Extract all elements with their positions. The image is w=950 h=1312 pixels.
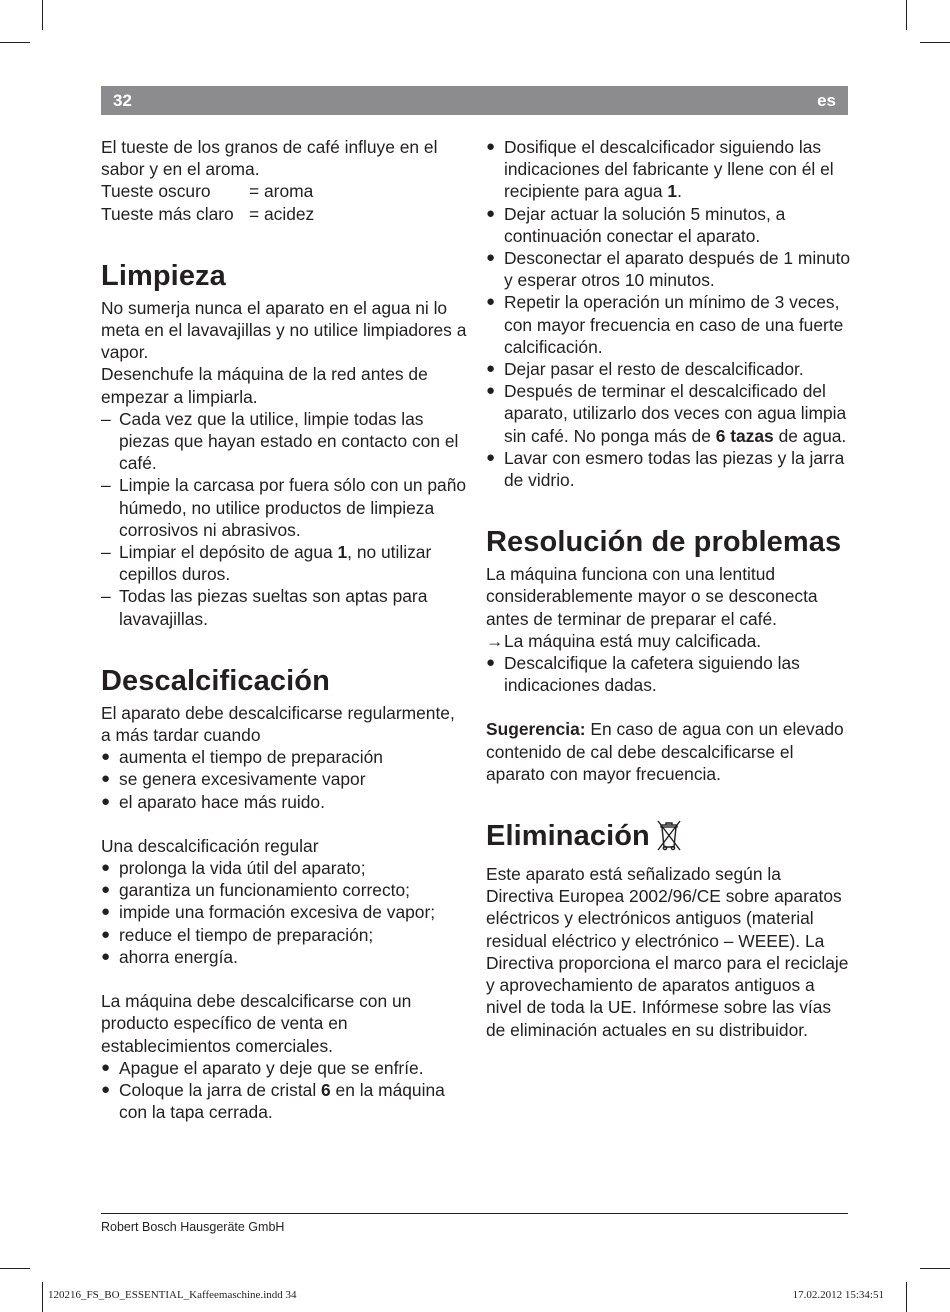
crop-mark bbox=[0, 42, 30, 43]
descaling-steps bbox=[101, 1057, 469, 1124]
list-item: ● Apague el aparato y deje que se enfríe. bbox=[101, 1057, 469, 1079]
crop-mark bbox=[920, 1268, 950, 1269]
text-run: , no utilizar cepillos duros. bbox=[119, 542, 432, 585]
cause-list bbox=[486, 630, 851, 652]
text-run: Coloque la jarra de cristal bbox=[119, 1079, 322, 1100]
list-item: ● Desconectar el aparato después de 1 minuto y esperar otros 10 minutos. bbox=[486, 247, 851, 291]
list-item: ● Repetir la operación un mínimo de 3 veces, con mayor frecuencia en caso de una fuerte calcificación. bbox=[486, 291, 851, 358]
list-item: – Cada vez que la utilice, limpie todas las piezas que hayan estado en contacto con el café. bbox=[101, 408, 469, 475]
disposal-title: Eliminación bbox=[486, 820, 650, 853]
troubleshooting-heading: Resolución de problemas bbox=[486, 526, 842, 559]
remedy-list bbox=[486, 652, 851, 696]
text-run: en la máquina con la tapa cerrada. bbox=[119, 1079, 445, 1123]
descaling-heading: Descalcificación bbox=[101, 664, 330, 697]
text-run: Dosifique el descalcificador siguiendo las indicaciones del fabricante y llene con él el recipiente para agua bbox=[504, 137, 834, 202]
list-item: ● prolonga la vida útil del aparato; bbox=[101, 857, 469, 879]
roast-value: = acidez bbox=[249, 203, 315, 224]
part-number: 1 bbox=[667, 181, 678, 202]
crop-mark bbox=[42, 1282, 43, 1312]
text-run: Después de terminar el descalcificado del aparato, utilizarlo dos veces con agua limpia sin café. No ponga más de bbox=[504, 381, 847, 446]
list-item: ● ahorra energía. bbox=[101, 946, 469, 968]
arrow-right-icon: → bbox=[486, 630, 504, 651]
descaling-paragraph: El aparato debe descalcificarse regularmente, a más tardar cuando bbox=[101, 702, 455, 746]
roast-term: Tueste oscuro bbox=[101, 181, 211, 202]
roast-term: Tueste más claro bbox=[101, 203, 234, 224]
descaling-paragraph: La máquina debe descalcificarse con un producto específico de venta en establecimientos comerciales. bbox=[101, 991, 412, 1056]
list-item bbox=[101, 1079, 469, 1123]
descaling-paragraph: Una descalcificación regular bbox=[101, 835, 319, 856]
slug-datetime: 17.02.2012 15:34:51 bbox=[792, 1289, 884, 1301]
list-item: – Limpie la carcasa por fuera sólo con un paño húmedo, no utilice productos de limpieza corrosivos ni abrasivos. bbox=[101, 474, 469, 541]
tip-text: En caso de agua con un elevado contenido de cal debe descalcificarse el aparato con mayor frecuencia. bbox=[486, 719, 844, 784]
list-item: ● se genera excesivamente vapor bbox=[101, 768, 469, 790]
text-run: . bbox=[677, 181, 682, 202]
text-run: Limpiar el depósito de agua bbox=[119, 542, 338, 563]
page-number: 32 bbox=[113, 91, 132, 110]
roast-row bbox=[101, 203, 469, 225]
disposal-heading bbox=[486, 819, 851, 859]
footer-rule bbox=[101, 1213, 848, 1214]
roast-row bbox=[101, 180, 469, 202]
roast-value: = aroma bbox=[249, 181, 314, 202]
slug-filename: 120216_FS_BO_ESSENTIAL_Kaffeemaschine.indd 34 bbox=[48, 1289, 297, 1301]
roast-intro: El tueste de los granos de café influye en el sabor y en el aroma. bbox=[101, 137, 438, 180]
crossed-out-bin-icon bbox=[656, 819, 682, 859]
crop-mark bbox=[920, 42, 950, 43]
list-item: ● aumenta el tiempo de preparación bbox=[101, 746, 469, 768]
list-item: ● impide una formación excesiva de vapor; bbox=[101, 901, 469, 923]
list-item: ● el aparato hace más ruido. bbox=[101, 791, 469, 813]
footer-company: Robert Bosch Hausgeräte GmbH bbox=[101, 1220, 285, 1234]
part-number: 1 bbox=[337, 542, 348, 563]
list-item bbox=[486, 630, 851, 652]
list-item: ● garantiza un funcionamiento correcto; bbox=[101, 879, 469, 901]
page-header-bar bbox=[101, 86, 848, 115]
part-number: 6 bbox=[321, 1079, 331, 1100]
list-item: ● Lavar con esmero todas las piezas y la jarra de vidrio. bbox=[486, 447, 851, 491]
text-run: de agua. bbox=[773, 425, 847, 446]
crop-mark bbox=[906, 1282, 907, 1312]
cleaning-heading: Limpieza bbox=[101, 259, 226, 292]
list-item: ● reduce el tiempo de preparación; bbox=[101, 924, 469, 946]
right-column bbox=[486, 136, 851, 1041]
cleaning-list bbox=[101, 408, 469, 630]
descaling-list bbox=[101, 746, 469, 813]
list-item: ● Dejar pasar el resto de descalcificador. bbox=[486, 358, 851, 380]
problem-description: La máquina funciona con una lentitud considerablemente mayor o se desconecta antes de terminar de preparar el café. bbox=[486, 564, 818, 629]
benefits-list bbox=[101, 857, 469, 968]
cleaning-paragraph: No sumerja nunca el aparato en el agua ni lo meta en el lavavajillas y no utilice limpiadores a vapor. bbox=[101, 297, 467, 363]
tip-paragraph bbox=[486, 718, 851, 785]
emphasis: 6 tazas bbox=[715, 425, 774, 446]
crop-mark bbox=[42, 0, 43, 30]
cleaning-paragraph: Desenchufe la máquina de la red antes de empezar a limpiarla. bbox=[101, 364, 428, 407]
list-item bbox=[486, 380, 851, 447]
list-item bbox=[101, 541, 469, 585]
list-item: ● Descalcifique la cafetera siguiendo las indicaciones dadas. bbox=[486, 652, 851, 696]
list-item: – Todas las piezas sueltas son aptas para lavavajillas. bbox=[101, 585, 469, 629]
crop-mark bbox=[0, 1268, 30, 1269]
cause-text: La máquina está muy calcificada. bbox=[504, 630, 762, 651]
list-item: ● Dejar actuar la solución 5 minutos, a continuación conectar el aparato. bbox=[486, 203, 851, 247]
descaling-steps-continued bbox=[486, 136, 851, 491]
list-item bbox=[486, 136, 851, 203]
disposal-paragraph: Este aparato está señalizado según la Directiva Europea 2002/96/CE sobre aparatos eléctricos y electrónicos antiguos (material residual eléctrico y electrónico – WEEE). La Directiva proporciona el marco para el reciclaje y aprovechamiento de aparatos antiguos a nivel de toda la UE. Infórmese sobre las vías de eliminación actuales en su distribuidor. bbox=[486, 864, 849, 1040]
language-code: es bbox=[817, 91, 836, 110]
tip-label: Sugerencia: bbox=[486, 719, 586, 740]
left-column bbox=[101, 136, 469, 1123]
crop-mark bbox=[906, 0, 907, 30]
